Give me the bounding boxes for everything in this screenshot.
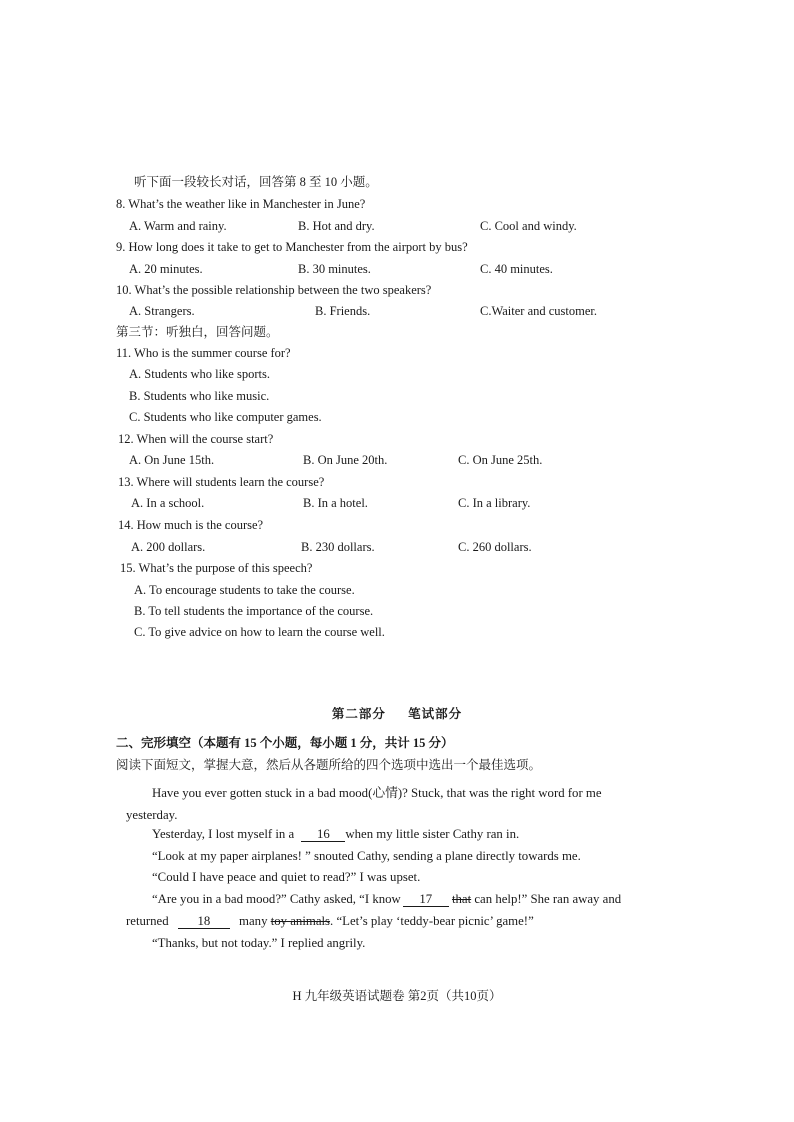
question-14-option-c: C. 260 dollars. xyxy=(458,540,532,554)
question-14-option-a: A. 200 dollars. xyxy=(131,540,206,554)
question-13-option-a: A. In a school. xyxy=(131,496,205,510)
question-14-option-b: B. 230 dollars. xyxy=(301,540,375,554)
question-11-option-c: C. Students who like computer games. xyxy=(129,410,322,424)
section-3-title: 第三节：听独白，回答问题。 xyxy=(116,325,279,339)
passage-p6-struck-words: toy animals xyxy=(270,914,331,928)
question-8-option-b: B. Hot and dry. xyxy=(298,219,375,233)
long-dialogue-instruction: 听下面一段较长对话，回答第 8 至 10 小题。 xyxy=(134,175,378,189)
passage-p6-after: . “Let’s play ‘teddy-bear picnic’ game!” xyxy=(330,914,534,928)
question-11-option-b: B. Students who like music. xyxy=(129,389,270,403)
question-9-option-a: A. 20 minutes. xyxy=(129,262,203,276)
passage-p5-before: “Are you in a bad mood?” Cathy asked, “I know xyxy=(152,892,401,906)
question-8-option-c: C. Cool and windy. xyxy=(480,219,577,233)
passage-p2-before: Yesterday, I lost myself in a xyxy=(152,827,295,841)
question-13-option-c: C. In a library. xyxy=(458,496,531,510)
question-13-option-b: B. In a hotel. xyxy=(303,496,368,510)
passage-p5-struck-word: that xyxy=(451,892,472,906)
question-11-option-a: A. Students who like sports. xyxy=(129,367,270,381)
question-12-stem: 12. When will the course start? xyxy=(118,432,274,446)
question-10-option-b: B. Friends. xyxy=(315,304,371,318)
question-8-stem: 8. What’s the weather like in Manchester in June? xyxy=(116,197,366,211)
question-9-option-b: B. 30 minutes. xyxy=(298,262,371,276)
page-footer: H 九年级英语试题卷 第2页（共10页） xyxy=(292,989,502,1003)
question-9-option-c: C. 40 minutes. xyxy=(480,262,553,276)
passage-paragraph-1-line-2: yesterday. xyxy=(126,808,178,822)
passage-paragraph-6 xyxy=(126,913,534,929)
passage-paragraph-5 xyxy=(152,891,621,907)
cloze-blank-17: 17 xyxy=(403,892,449,907)
question-13-stem: 13. Where will students learn the course? xyxy=(118,475,325,489)
question-12-option-b: B. On June 20th. xyxy=(303,453,388,467)
cloze-instruction: 阅读下面短文，掌握大意，然后从各题所给的四个选项中选出一个最佳选项。 xyxy=(116,758,542,772)
passage-p6-before: returned xyxy=(126,914,169,928)
question-10-stem: 10. What’s the possible relationship between the two speakers? xyxy=(116,283,432,297)
question-15-option-a: A. To encourage students to take the course. xyxy=(134,583,355,597)
passage-p2-after: when my little sister Cathy ran in. xyxy=(345,827,520,841)
passage-paragraph-2 xyxy=(152,826,519,842)
passage-paragraph-3: “Look at my paper airplanes! ” snouted Cathy, sending a plane directly towards me. xyxy=(152,849,581,863)
part-2-title-right: 笔试部分 xyxy=(408,707,463,721)
question-12-option-c: C. On June 25th. xyxy=(458,453,543,467)
question-14-stem: 14. How much is the course? xyxy=(118,518,264,532)
part-2-title-left: 第二部分 xyxy=(331,707,386,721)
question-8-option-a: A. Warm and rainy. xyxy=(129,219,227,233)
part-2-title xyxy=(0,706,794,722)
question-9-stem: 9. How long does it take to get to Manchester from the airport by bus? xyxy=(116,240,468,254)
question-15-option-b: B. To tell students the importance of the course. xyxy=(134,604,374,618)
cloze-heading: 二、完形填空（本题有 15 个小题，每小题 1 分，共计 15 分） xyxy=(116,736,454,750)
cloze-blank-18: 18 xyxy=(178,914,230,929)
question-10-option-c: C.Waiter and customer. xyxy=(480,304,598,318)
passage-p6-many: many xyxy=(239,914,268,928)
question-15-stem: 15. What’s the purpose of this speech? xyxy=(120,561,313,575)
question-11-stem: 11. Who is the summer course for? xyxy=(116,346,291,360)
passage-paragraph-7: “Thanks, but not today.” I replied angrily. xyxy=(152,936,366,950)
question-12-option-a: A. On June 15th. xyxy=(129,453,215,467)
question-15-option-c: C. To give advice on how to learn the course well. xyxy=(134,625,385,639)
question-10-option-a: A. Strangers. xyxy=(129,304,195,318)
cloze-blank-16: 16 xyxy=(301,827,345,842)
passage-paragraph-4: “Could I have peace and quiet to read?” I was upset. xyxy=(152,870,421,884)
passage-p5-after: can help!” She ran away and xyxy=(474,892,622,906)
passage-paragraph-1-line-1: Have you ever gotten stuck in a bad mood(心情)? Stuck, that was the right word for me xyxy=(152,786,602,800)
